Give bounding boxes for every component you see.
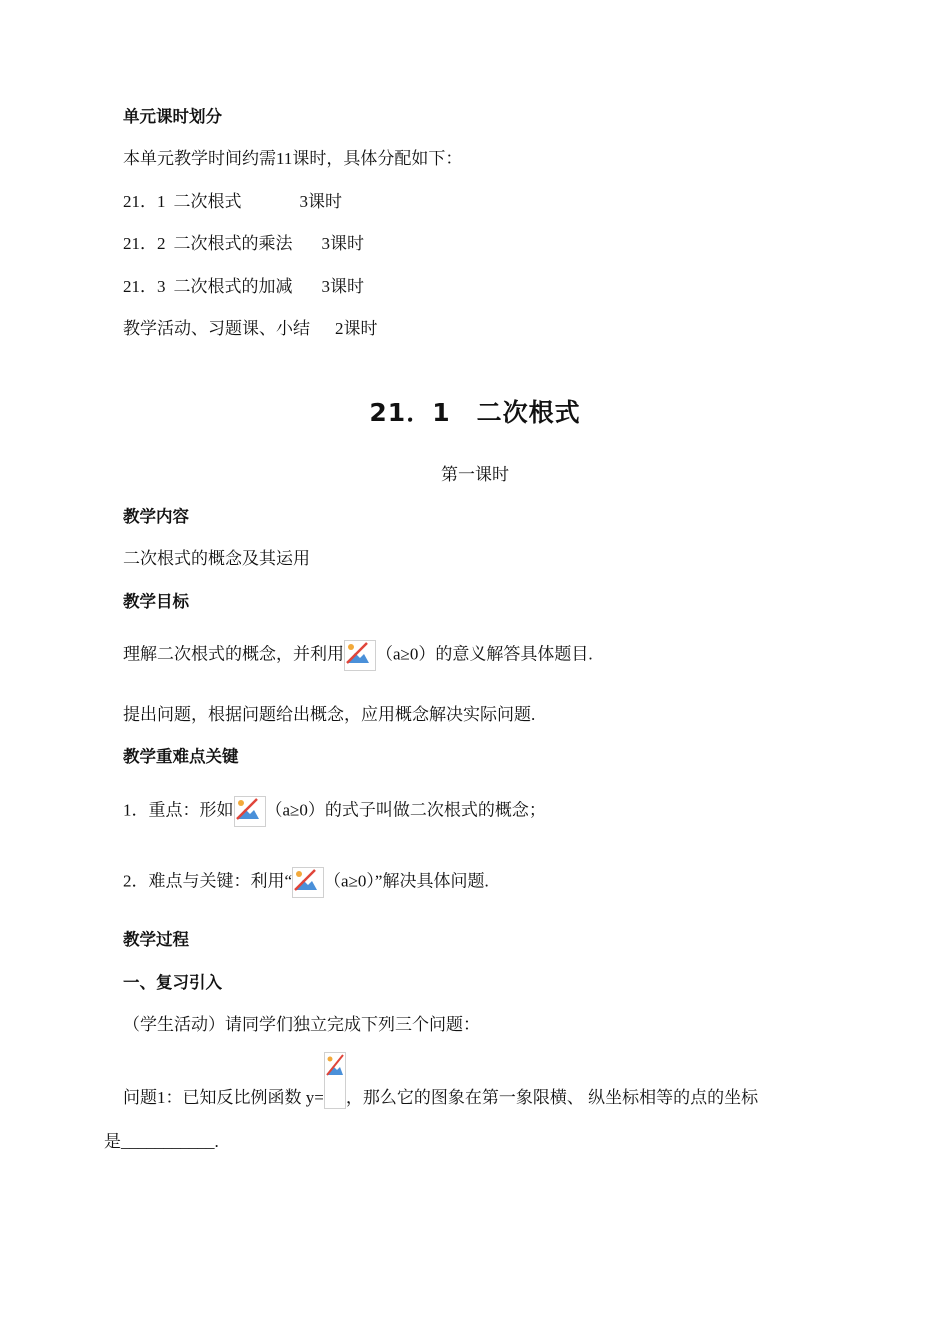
schedule-no: 21．1 [123,192,166,211]
schedule-no: 21．3 [123,277,166,296]
schedule-name: 教学活动、习题课、小结 [123,319,310,338]
broken-image-icon [292,867,324,898]
schedule-row [123,191,342,213]
schedule-row [123,318,378,340]
schedule-no: 21．2 [123,234,166,253]
schedule-hours: 3课时 [299,192,342,211]
schedule-hours: 3课时 [321,277,364,296]
section-title: 21．1 二次根式 [369,398,581,427]
schedule-row [123,276,364,298]
lesson-label: 第一课时 [441,465,509,484]
student-activity: （学生活动）请同学们独立完成下列三个问题： [123,1015,480,1034]
schedule-row [123,233,364,255]
schedule-name: 二次根式的乘法 [173,234,293,253]
unit-schedule-heading: 单元课时划分 [123,107,222,126]
content-text: 二次根式的概念及其运用 [123,549,310,568]
keypoint-2: 2．难点与关键：利用“ （a≥0）”解决具体问题. [123,867,489,898]
schedule-name: 二次根式 [173,192,242,211]
process-part-1: 一、复习引入 [123,973,222,992]
goals-heading: 教学目标 [123,592,189,611]
keypoints-heading: 教学重难点关键 [123,747,239,766]
keypoint-1: 1．重点：形如 （a≥0）的式子叫做二次根式的概念； [123,796,546,827]
schedule-hours: 2课时 [335,319,378,338]
goal-line-2: 提出问题，根据问题给出概念，应用概念解决实际问题. [123,705,536,724]
schedule-hours: 3课时 [321,234,364,253]
question-1: 问题1：已知反比例函数 y= ，那么它的图象在第一象限横、 纵坐标相等的点的坐标 [123,1052,758,1109]
question-1-end: 是___________. [104,1132,219,1151]
broken-image-icon [234,796,266,827]
process-heading: 教学过程 [123,930,189,949]
content-heading: 教学内容 [123,507,189,526]
broken-image-icon [324,1052,346,1109]
goal-line-1: 理解二次根式的概念，并利用 （a≥0）的意义解答具体题目. [123,640,593,671]
unit-intro: 本单元教学时间约需11课时，具体分配如下： [123,149,463,168]
broken-image-icon [344,640,376,671]
schedule-name: 二次根式的加减 [173,277,293,296]
